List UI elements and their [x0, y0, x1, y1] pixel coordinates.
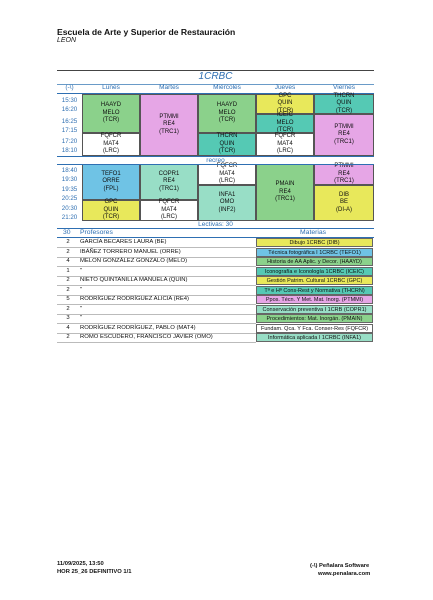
legend-teacher: RODRÍGUEZ RODRÍGUEZ, PABLO (MAT4) — [80, 324, 196, 331]
legend-teacher: RODRÍGUEZ RODRÍGUEZ ALICIA (RE4) — [80, 296, 189, 302]
class-cell[interactable]: FQFCR MAT4 (LRC) — [256, 133, 314, 156]
legend-subject: Iconografía e Iconología 1CRBC (ICEIC) — [256, 267, 373, 276]
class-cell[interactable]: TEFO1 ORRE (FPL) — [82, 164, 140, 200]
class-cell[interactable]: FQFCR MAT4 (LRC) — [198, 164, 256, 185]
legend-subject: Dibujo 1CRBC (DIB) — [256, 238, 373, 247]
legend-prof-header: Profesores — [80, 229, 113, 236]
time-slot-6: 20:30 21:20 — [61, 205, 78, 221]
class-cell[interactable]: THCRN QUIN (TCR) — [314, 94, 374, 114]
legend-subject: Técnica fotográfica I 1CRBC (TEFO1) — [256, 248, 373, 257]
legend-count: 3 — [66, 315, 70, 321]
legend-subject: Fundam. Qca. Y Fca. Conser-Res (FQFCR) — [256, 324, 373, 333]
legend-teacher: IBÁÑEZ TORRERO MANUEL (ORRE) — [80, 248, 181, 255]
day-header-viernes: Viernes — [314, 84, 374, 94]
legend-count: 4 — [66, 324, 70, 331]
class-cell[interactable]: HAAYD MELO (TCR) — [82, 94, 140, 133]
print-date: 11/09/2025, 13:50 — [57, 561, 104, 567]
legend-count: 2 — [66, 305, 70, 312]
legend-subject: Tª e Hª Cons-Rest y Normativa (THCRN) — [256, 286, 373, 295]
class-cell[interactable]: GPC QUIN (TCR) — [82, 200, 140, 221]
class-cell[interactable]: INFA1 OMO (INF2) — [198, 185, 256, 221]
class-cell[interactable]: DIB BE (DI-A) — [314, 185, 374, 221]
class-cell[interactable]: PTMMI RE4 (TRC1) — [314, 164, 374, 185]
legend-subject: Informática aplicada I 1CRBC (INFA1) — [256, 333, 373, 342]
legend-count: 2 — [66, 239, 70, 245]
legend-count: 2 — [66, 277, 70, 283]
class-cell[interactable]: FQFCR MAT4 (LRC) — [82, 133, 140, 156]
legend-count: 4 — [66, 258, 70, 264]
class-cell[interactable]: HAAYD MELO (TCR) — [198, 94, 256, 133]
time-slot-4: 18:40 19:30 — [61, 167, 78, 183]
lectivas-label: Lectivas: 30 — [198, 221, 233, 228]
legend-subject: Gestión Patrim. Cultural 1CRBC (GPC) — [256, 276, 373, 285]
legend-teacher: " — [80, 315, 83, 321]
class-cell[interactable]: PMAIN RE4 (TRC1) — [256, 164, 314, 221]
day-header-martes: Martes — [140, 84, 198, 94]
day-header-miercoles: Miércoles — [198, 84, 256, 94]
class-cell[interactable]: GPC QUIN (TCR) — [256, 94, 314, 114]
school-name: Escuela de Arte y Superior de Restauración — [57, 27, 236, 37]
legend-teacher: " — [80, 267, 83, 274]
legend-subject: Procedimientos: Mat. Inorgán. (PMAIN) — [256, 314, 373, 323]
legend-subject: Historia de AA Aplic. y Decor. (HAAYD) — [256, 257, 373, 266]
legend-teacher: MELON GONZÁLEZ GONZALO (MELO) — [80, 258, 188, 264]
legend-count: 2 — [66, 334, 70, 340]
legend-count-header: 30 — [63, 229, 71, 236]
time-slot-5: 19:35 20:25 — [61, 186, 78, 202]
legend-subject: Conservación preventiva I 1CRB (COPR1) — [256, 305, 373, 314]
legend-teacher: ROMO ESCUDERO, FRANCISCO JAVIER (OMO) — [80, 334, 213, 340]
day-header-lunes: Lunes — [82, 84, 140, 94]
legend-teacher: GARCÍA BECARES LAURA (BE) — [80, 239, 167, 245]
class-cell[interactable]: THCRN QUIN (TCR) — [198, 133, 256, 156]
timetable-title: 1CRBC — [57, 70, 374, 85]
legend-teacher: " — [80, 305, 83, 312]
time-slot-2: 16:25 17:15 — [61, 118, 78, 134]
class-cell[interactable]: PTMMI RE4 (TRC1) — [314, 114, 374, 156]
city-name: LEON — [57, 37, 77, 44]
time-slot-1: 15:30 16:20 — [61, 97, 78, 113]
legend-count: 5 — [66, 296, 70, 302]
brand-url: www.penalara.com — [318, 571, 371, 577]
legend-subject: Ppos. Técn. Y Met. Mat. Inorg. (PTMMI) — [256, 295, 373, 304]
legend-count: 2 — [66, 248, 70, 255]
legend-teacher: NIETO QUINTANILLA MANUELA (QUIN) — [80, 277, 188, 283]
day-header-jueves: Jueves — [256, 84, 314, 94]
class-cell[interactable]: FQFCR MAT4 (LRC) — [140, 200, 198, 221]
class-cell[interactable]: ICEIC MELO (TCR) — [256, 114, 314, 133]
legend-count: 2 — [66, 286, 70, 293]
version-label: HOR 25_26 DEFINITIVO 1/1 — [57, 569, 132, 575]
corner-logo: (-\) — [57, 84, 82, 94]
time-slot-3: 17:20 18:10 — [61, 138, 78, 154]
legend-count: 1 — [66, 267, 70, 274]
recreo-label: recreo — [57, 156, 374, 165]
legend-teacher: " — [80, 286, 83, 293]
brand-label: (-\) Peñalara Software — [310, 563, 370, 569]
class-cell[interactable]: COPR1 RE4 (TRC1) — [140, 164, 198, 200]
legend-mat-header: Materias — [300, 229, 327, 236]
class-cell[interactable]: PTMMI RE4 (TRC1) — [140, 94, 198, 156]
